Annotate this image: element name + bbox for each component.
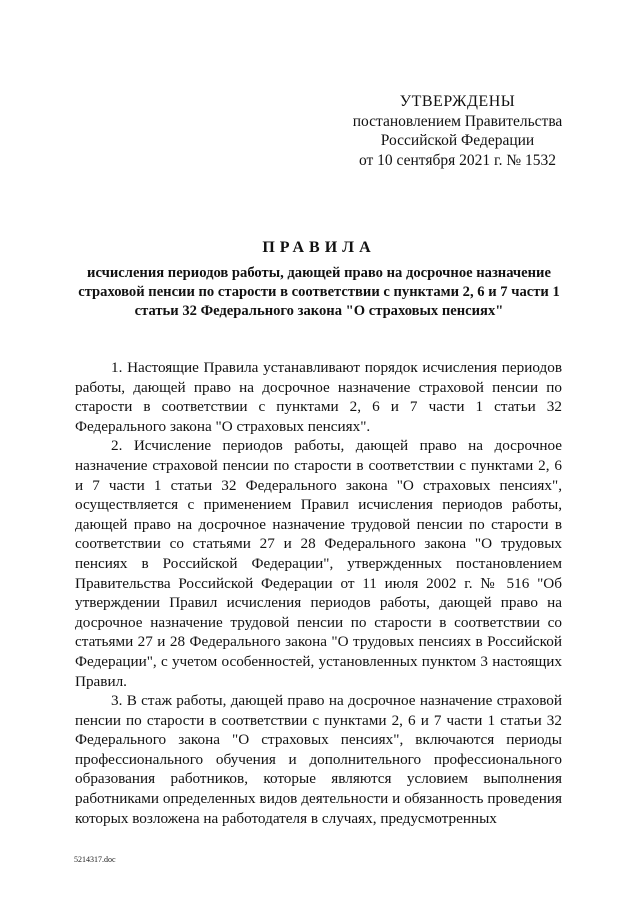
paragraph-3: 3. В стаж работы, дающей право на досрочное назначение страховой пенсии по старости в соответствии с пунктами 2, 6 и 7 части 1 статьи 32 Федерального закона "О страховых пенсиях", включаются периоды профессионального обучения и дополнительного профессионального образования работников, которые являются условием выполнения работниками определенных видов деятельности и обязанность проведения которых возложена на работодателя в случаях, предусмотренных [75,692,562,827]
approval-heading: УТВЕРЖДЕНЫ [399,93,516,110]
paragraph-2: 2. Исчисление периодов работы, дающей право на досрочное назначение страховой пенсии по старости в соответствии с пунктами 2, 6 и 7 части 1 статьи 32 Федерального закона "О страховых пенсиях", осуществляется с применением Правил исчисления периодов работы, дающей право на досрочное назначение трудовой пенсии по старости в соответствии со статьями 27 и 28 Федерального закона "О трудовых пенсиях в Российской Федерации", утвержденных постановлением Правительства Российской Федерации от 11 июля 2002 г. № 516 "Об утверждении Правил исчисления периодов работы, дающей право на досрочное назначение трудовой пенсии по старости в соответствии со статьями 27 и 28 Федерального закона "О трудовых пенсиях в Российской Федерации", с учетом особенностей, установленных пунктом 3 настоящих Правил. [75,437,562,690]
document-body [75,358,562,828]
document-code: 5214317.doc [74,855,116,864]
paragraph-1: 1. Настоящие Правила устанавливают порядок исчисления периодов работы, дающей право на досрочное назначение страховой пенсии по старости в соответствии с пунктами 2, 6 и 7 части 1 статьи 32 Федерального закона "О страховых пенсиях". [75,359,562,435]
approval-line-date-number: от 10 сентября 2021 г. № 1532 [358,151,557,169]
approval-line-government: Российской Федерации [380,132,535,149]
approval-stamp [345,92,570,170]
document-subtitle: исчисления периодов работы, дающей право на досрочное назначение страховой пенсии по старости в соответствии с пунктами 2, 6 и 7 части 1 статьи 32 Федерального закона "О страховых пенсиях" [78,265,560,319]
document-title: ПРАВИЛА [262,239,376,256]
approval-line-resolution: постановлением Правительства [352,112,563,130]
